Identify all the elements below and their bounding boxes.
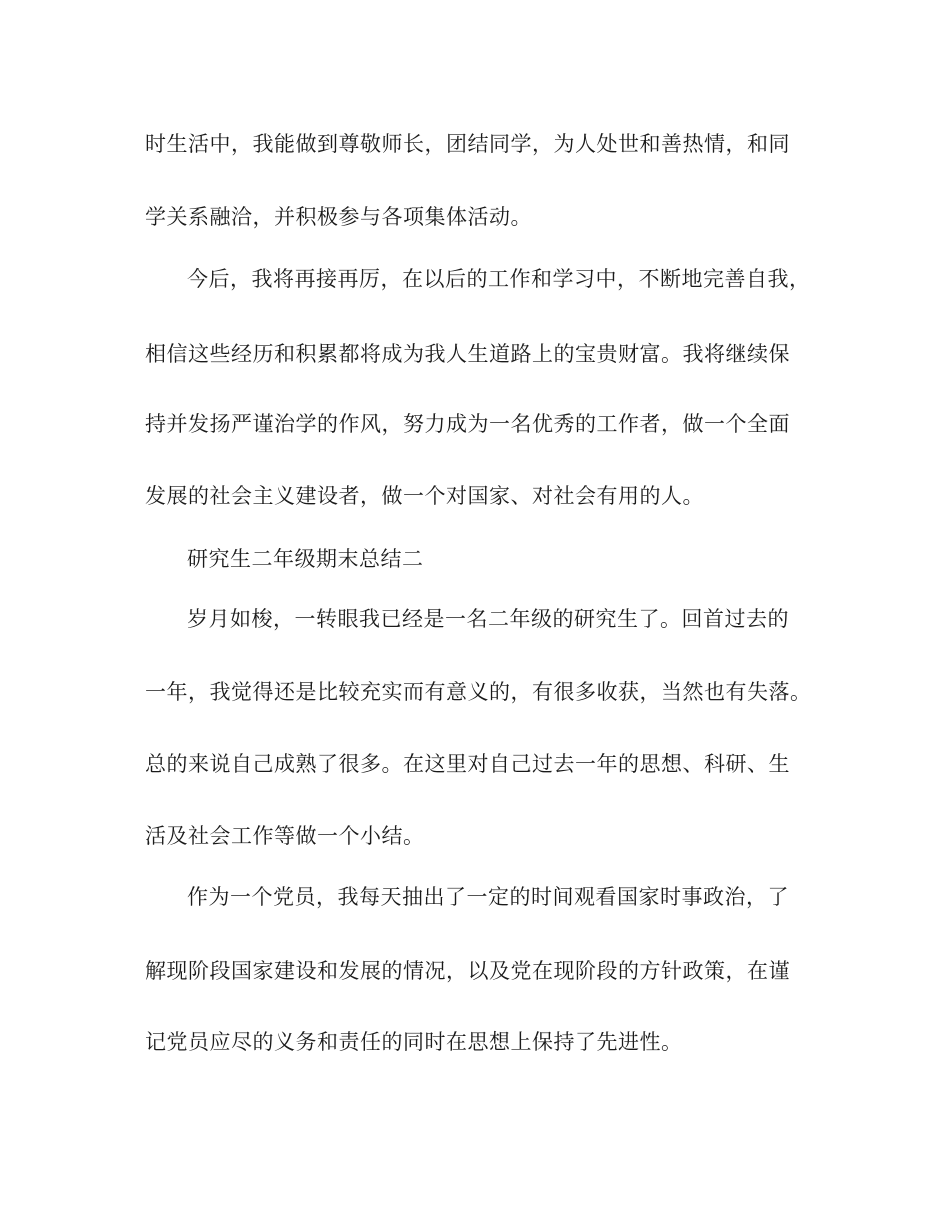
text-line: 记党员应尽的义务和责任的同时在思想上保持了先进性。	[145, 1030, 683, 1054]
text-line: 解现阶段国家建设和发展的情况，以及党在现阶段的方针政策，在谨	[145, 959, 790, 983]
text-line: 发展的社会主义建设者，做一个对国家、对社会有用的人。	[145, 484, 704, 508]
text-line: 一年，我觉得还是比较充实而有意义的，有很多收获，当然也有失落。	[145, 680, 812, 704]
text-line: 相信这些经历和积累都将成为我人生道路上的宝贵财富。我将继续保	[145, 342, 790, 366]
paragraph-start-line: 岁月如梭，一转眼我已经是一名二年级的研究生了。回首过去的	[187, 607, 789, 631]
paragraph-start-line: 作为一个党员，我每天抽出了一定的时间观看国家时事政治，了	[187, 885, 789, 909]
section-heading: 研究生二年级期末总结二	[187, 547, 424, 571]
text-line: 时生活中，我能做到尊敬师长，团结同学，为人处世和善热情，和同	[145, 132, 790, 156]
paragraph-start-line: 今后，我将再接再厉，在以后的工作和学习中，不断地完善自我，	[187, 267, 811, 291]
text-line: 学关系融洽，并积极参与各项集体活动。	[145, 205, 532, 229]
text-line: 持并发扬严谨治学的作风，努力成为一名优秀的工作者，做一个全面	[145, 412, 790, 436]
text-line: 总的来说自己成熟了很多。在这里对自己过去一年的思想、科研、生	[145, 752, 790, 776]
text-line: 活及社会工作等做一个小结。	[145, 824, 425, 848]
